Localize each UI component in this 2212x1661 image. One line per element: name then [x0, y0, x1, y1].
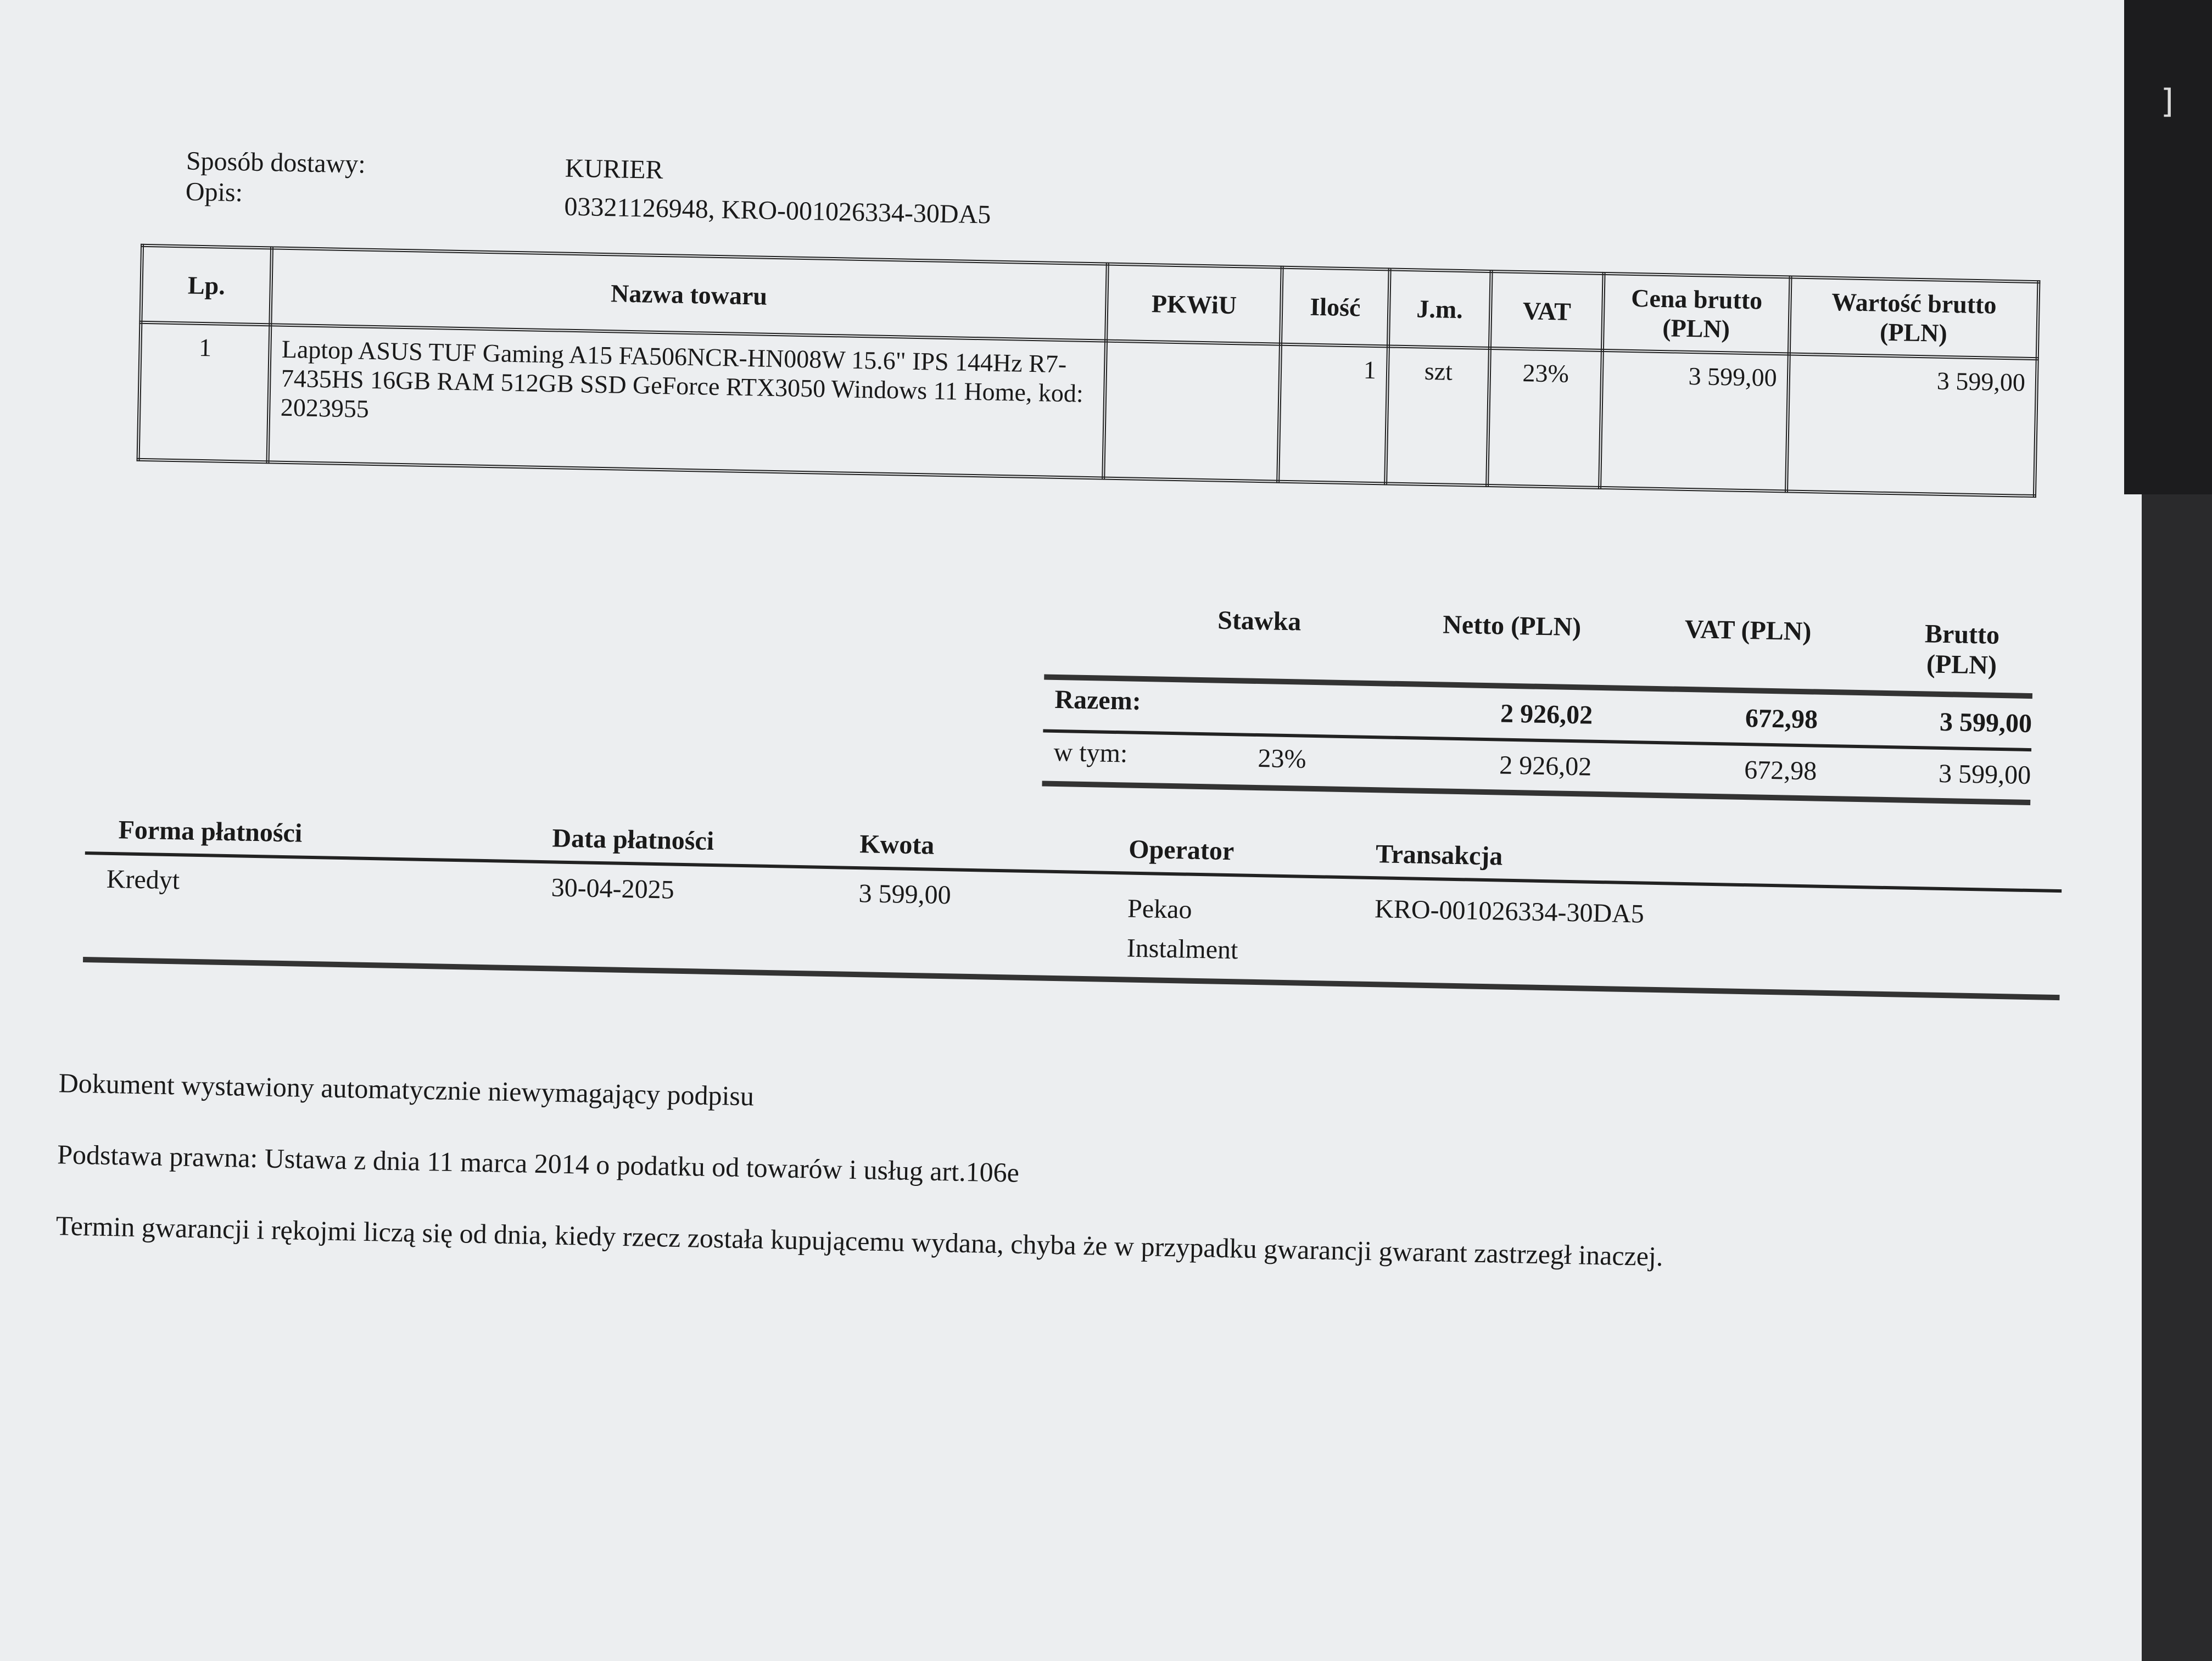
summary-header-vat: VAT (PLN)	[1684, 614, 1812, 646]
pay-header-date: Data płatności	[551, 823, 714, 856]
col-header-value: Wartość brutto (PLN)	[1789, 277, 2038, 359]
cell-vat: 23%	[1487, 348, 1602, 488]
description-value: 03321126948, KRO-001026334-30DA5	[564, 192, 991, 230]
items-table	[137, 244, 2041, 498]
pay-date-value: 30-04-2025	[551, 873, 675, 905]
summary-breakdown-net: 2 926,02	[1499, 750, 1592, 782]
pay-operator-value: Pekao Instalment	[1126, 894, 1238, 965]
col-header-unit: J.m.	[1388, 269, 1492, 348]
note-auto-issued: Dokument wystawiony automatycznie niewymagający podpisu	[58, 1067, 755, 1112]
summary-breakdown-rate: 23%	[1258, 744, 1307, 774]
cell-name: Laptop ASUS TUF Gaming A15 FA506NCR-HN008W 15.6" IPS 144Hz R7-7435HS 16GB RAM 512GB SSD GeForce RTX3050 Windows 11 Home, kod: 2023955	[268, 325, 1106, 478]
summary-header-rate: Stawka	[1217, 605, 1301, 637]
cell-lp: 1	[138, 322, 271, 462]
pay-header-amount: Kwota	[859, 829, 935, 860]
pay-form-value: Kredyt	[106, 864, 180, 895]
pay-header-form: Forma płatności	[118, 815, 303, 848]
description-label: Opis:	[185, 177, 243, 208]
pay-transaction-value: KRO-001026334-30DA5	[1374, 894, 1645, 929]
summary-breakdown-vat: 672,98	[1744, 755, 1817, 786]
summary-breakdown-label: w tym:	[1053, 737, 1128, 768]
note-legal-basis: Podstawa prawna: Ustawa z dnia 11 marca 2014 o podatku od towarów i usług art.106e	[57, 1139, 1020, 1188]
pay-header-transaction: Transakcja	[1375, 839, 1503, 871]
col-header-vat: VAT	[1490, 271, 1604, 350]
summary-total-gross: 3 599,00	[1939, 707, 2032, 739]
col-header-qty: Ilość	[1281, 267, 1389, 347]
delivery-method-label: Sposób dostawy:	[186, 146, 366, 179]
pay-header-operator: Operator	[1128, 834, 1235, 866]
note-warranty: Termin gwarancji i rękojmi liczą się od dnia, kiedy rzecz została kupującemu wydana, chyba że w przypadku gwarancji gwarant zastrzegł inaczej.	[55, 1210, 1663, 1272]
col-header-pkwiu: PKWiU	[1106, 264, 1282, 344]
cell-price: 3 599,00	[1600, 350, 1789, 491]
col-header-price: Cena brutto (PLN)	[1602, 274, 1790, 354]
summary-total-label: Razem:	[1054, 684, 1142, 716]
cell-unit: szt	[1386, 346, 1490, 486]
summary-total-net: 2 926,02	[1500, 699, 1593, 730]
bracket-glyph: ]	[2160, 82, 2174, 121]
summary-breakdown-gross: 3 599,00	[1938, 759, 2031, 790]
col-header-name: Nazwa towaru	[271, 248, 1108, 341]
summary-header-gross: Brutto (PLN)	[1924, 619, 2000, 680]
cell-qty: 1	[1278, 344, 1388, 484]
summary-total-vat: 672,98	[1745, 704, 1818, 734]
col-header-lp: Lp.	[141, 246, 272, 325]
cell-value: 3 599,00	[1786, 354, 2037, 496]
pay-amount-value: 3 599,00	[858, 879, 952, 910]
cell-pkwiu	[1103, 341, 1281, 482]
desk-background	[2124, 0, 2212, 494]
notes-section	[55, 1066, 2036, 1318]
summary-header-net: Netto (PLN)	[1442, 610, 1582, 642]
delivery-method-value: KURIER	[565, 153, 664, 185]
